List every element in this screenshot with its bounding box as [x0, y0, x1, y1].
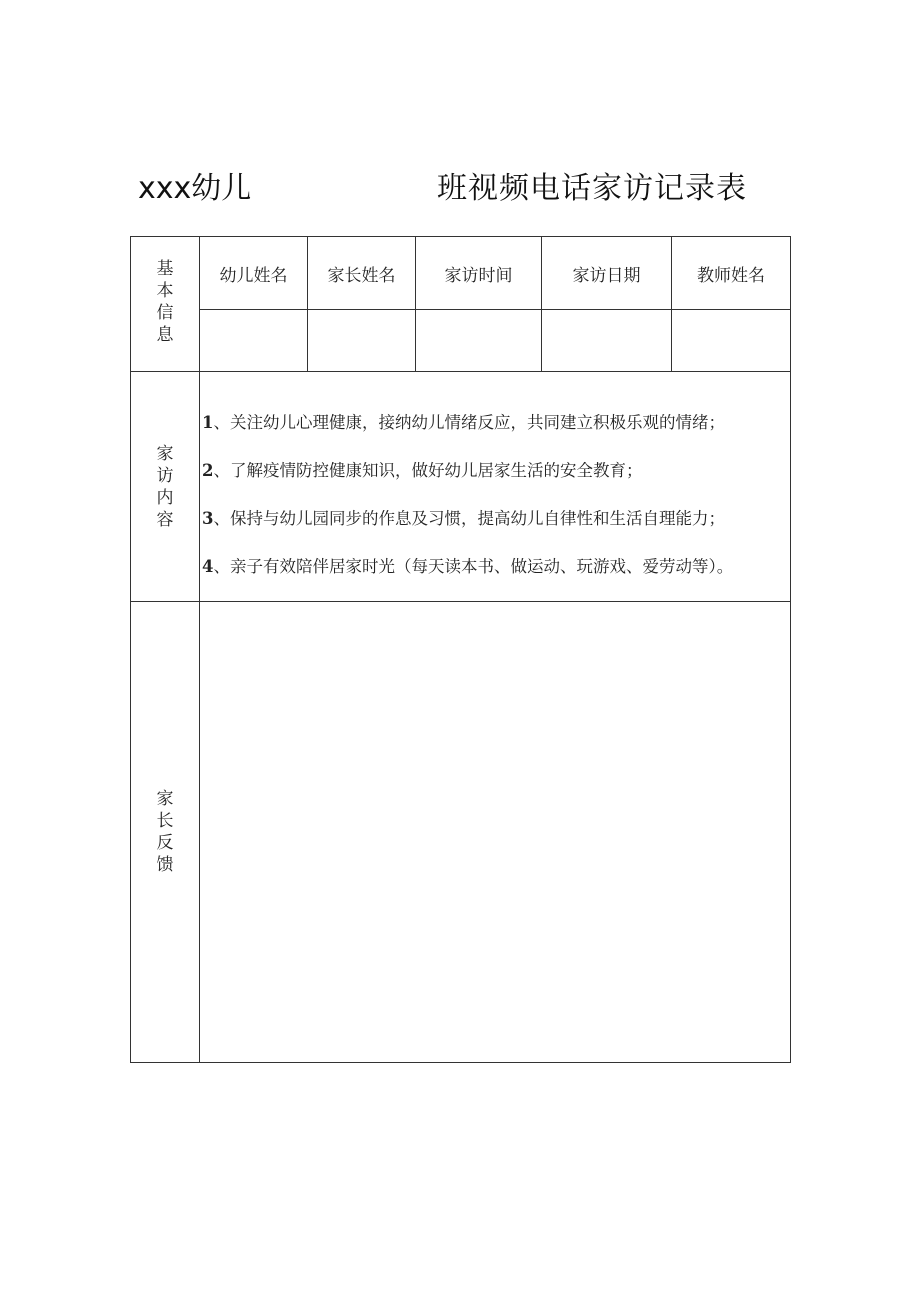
- header-visit-date: 家访日期: [542, 237, 672, 310]
- visit-date-field[interactable]: [542, 310, 672, 372]
- title-form-name: 班视频电话家访记录表: [437, 171, 747, 206]
- visit-content-row: [131, 372, 791, 602]
- list-item: [202, 460, 784, 482]
- list-item: [202, 508, 784, 530]
- item-text: 、亲子有效陪伴居家时光（每天读本书、做运动、玩游戏、爱劳动等）。: [213, 556, 734, 576]
- basic-info-header-row: [131, 237, 791, 310]
- item-number: 2: [202, 460, 214, 480]
- list-item: [202, 412, 784, 434]
- feedback-label: 家长反馈: [156, 789, 174, 875]
- feedback-label-cell: [131, 602, 200, 1063]
- feedback-row: [131, 602, 791, 1063]
- child-name-field[interactable]: [200, 310, 308, 372]
- list-item: [202, 556, 784, 578]
- header-parent-name: 家长姓名: [308, 237, 416, 310]
- visit-content-label-cell: [131, 372, 200, 602]
- item-text: 、关注幼儿心理健康，接纳幼儿情绪反应，共同建立积极乐观的情绪；: [213, 412, 725, 432]
- teacher-name-field[interactable]: [672, 310, 791, 372]
- visit-record-table: [130, 236, 791, 1063]
- header-visit-time: 家访时间: [416, 237, 542, 310]
- basic-info-label: 基本信息: [156, 259, 174, 345]
- item-number: 1: [202, 412, 214, 432]
- header-child-name: 幼儿姓名: [200, 237, 308, 310]
- item-number: 4: [202, 556, 214, 576]
- visit-content-label: 家访内容: [156, 443, 174, 530]
- item-text: 、了解疫情防控健康知识，做好幼儿居家生活的安全教育；: [213, 460, 643, 480]
- basic-info-label-cell: [131, 237, 200, 372]
- feedback-field[interactable]: [200, 602, 791, 1063]
- header-teacher-name: 教师姓名: [672, 237, 791, 310]
- item-text: 、保持与幼儿园同步的作息及习惯，提高幼儿自律性和生活自理能力；: [213, 508, 725, 528]
- visit-content-list: [200, 396, 790, 578]
- visit-time-field[interactable]: [416, 310, 542, 372]
- title-school-name: xxx幼儿: [138, 171, 252, 206]
- visit-content-cell: [200, 372, 791, 602]
- item-number: 3: [202, 508, 214, 528]
- basic-info-value-row: [131, 310, 791, 372]
- page-title: [0, 164, 920, 214]
- parent-name-field[interactable]: [308, 310, 416, 372]
